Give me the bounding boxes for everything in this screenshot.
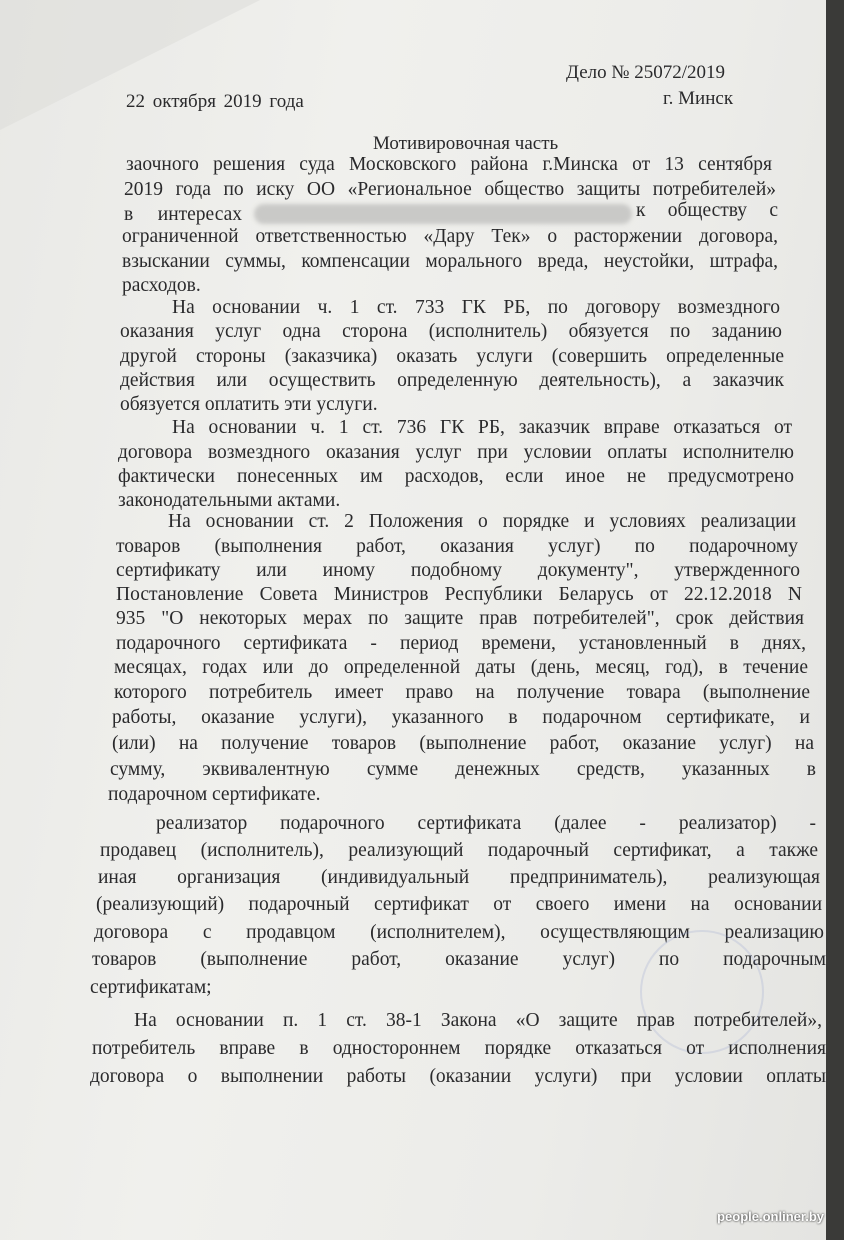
city: г. Минск: [663, 88, 734, 109]
body-line: На основании ч. 1 ст. 736 ГК РБ, заказчик вправе отказаться от: [172, 417, 792, 438]
watermark: people.onliner.by: [717, 1209, 824, 1224]
body-line: взыскании суммы, компенсации морального вреда, неустойки, штрафа,: [122, 251, 778, 272]
body-line: действия или осуществить определенную деятельность), а заказчик: [120, 370, 784, 391]
body-line: месяцах, годах или до определенной даты (день, месяц, год), в течение: [114, 657, 808, 678]
body-line: обязуется оплатить эти услуги.: [120, 394, 378, 415]
body-line: оказания услуг одна сторона (исполнитель) обязуется по заданию: [120, 321, 782, 342]
section-title: Мотивировочная часть: [373, 133, 559, 154]
body-line: (реализующий) подарочный сертификат от своего имени на основании: [96, 894, 822, 915]
body-line: продавец (исполнитель), реализующий подарочный сертификат, а также: [100, 840, 818, 861]
redacted-name: [254, 204, 632, 224]
body-line: (или) на получение товаров (выполнение работ, оказание услуг) на: [112, 733, 814, 754]
body-line: иная организация (индивидуальный предприниматель), реализующая: [98, 867, 820, 888]
body-line: подарочном сертификате.: [108, 784, 321, 805]
body-line: реализатор подарочного сертификата (далее - реализатор) -: [156, 813, 816, 834]
body-line: потребитель вправе в одностороннем порядке отказаться от исполнения: [92, 1038, 826, 1059]
body-line: сумму, эквивалентную сумме денежных средств, указанных в: [110, 759, 816, 780]
body-line: подарочного сертификата - период времени, установленный в днях,: [116, 633, 806, 654]
body-line: сертификату или иному подобному документу", утвержденного: [116, 560, 800, 581]
case-number: Дело № 25072/2019: [566, 62, 726, 83]
body-line: ограниченной ответственностью «Дару Тек» о расторжении договора,: [122, 226, 778, 247]
body-line: договора с продавцом (исполнителем), осуществляющим реализацию: [94, 922, 824, 943]
body-line: которого потребитель имеет право на получение товара (выполнение: [114, 682, 810, 703]
body-line: договора о выполнении работы (оказании услуги) при условии оплаты: [90, 1066, 826, 1087]
body-line: сертификатам;: [90, 977, 212, 998]
body-line: заочного решения суда Московского района г.Минска от 13 сентября: [126, 154, 772, 175]
body-line: На основании п. 1 ст. 38-1 Закона «О защите прав потребителей»,: [134, 1010, 822, 1031]
body-line: фактически понесенных им расходов, если иное не предусмотрено: [118, 466, 794, 487]
body-line: На основании ч. 1 ст. 733 ГК РБ, по договору возмездного: [172, 297, 780, 318]
body-line: договора возмездного оказания услуг при условии оплаты исполнителю: [118, 442, 794, 463]
body-line: законодательными актами.: [118, 490, 341, 511]
body-line: 2019 года по иску ОО «Региональное общество защиты потребителей»: [124, 179, 776, 200]
body-line: 935 "О некоторых мерах по защите прав потребителей", срок действия: [116, 608, 804, 629]
document-date: 22 октября 2019 года: [126, 91, 304, 112]
faded-stamp: [640, 930, 764, 1054]
body-line: другой стороны (заказчика) оказать услуги (совершить определенные: [120, 346, 784, 367]
body-line: расходов.: [122, 275, 201, 296]
body-line: На основании ст. 2 Положения о порядке и условиях реализации: [168, 511, 796, 532]
body-line: товаров (выполнения работ, оказания услуг) по подарочному: [116, 536, 798, 557]
body-line: работы, оказание услуги), указанного в подарочном сертификате, и: [112, 707, 810, 728]
body-line: товаров (выполнение работ, оказание услуг) по подарочным: [92, 949, 826, 970]
body-line: к обществу с: [636, 200, 778, 221]
body-line: в интересах: [124, 204, 242, 225]
body-line: Постановление Совета Министров Республики Беларусь от 22.12.2018 N: [116, 584, 802, 605]
